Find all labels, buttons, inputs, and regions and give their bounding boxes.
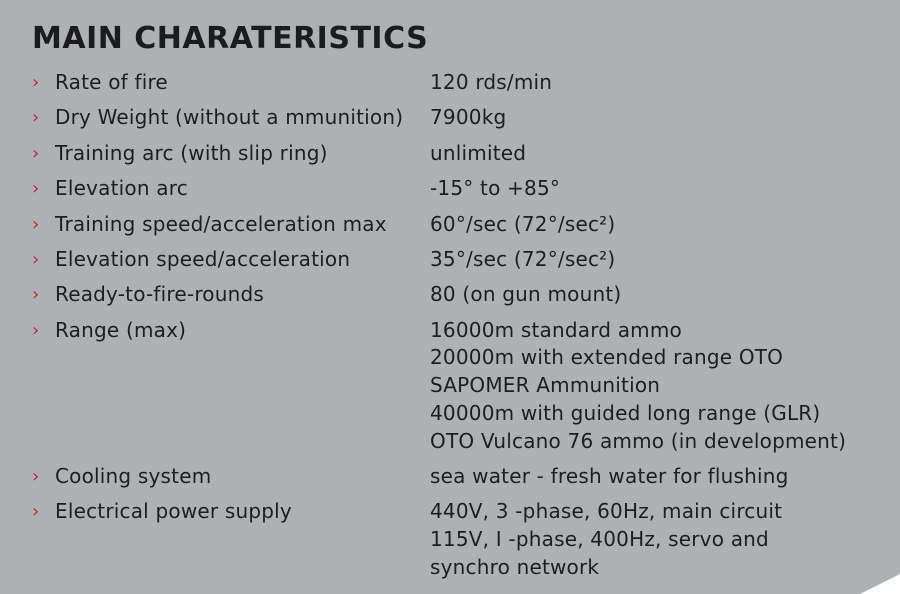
spec-value-line: SAPOMER Ammunition — [430, 373, 661, 398]
chevron-right-icon: › — [32, 107, 40, 129]
spec-value — [430, 175, 892, 203]
spec-value-line: sea water - fresh water for flushing — [430, 463, 789, 488]
spec-label: Ready-to-fire-rounds — [55, 282, 265, 307]
spec-value-line: OTO Vulcano 76 ammo (in development) — [430, 428, 847, 453]
spec-label: Range (max) — [55, 317, 187, 342]
spec-value — [430, 211, 892, 239]
spec-label: Training arc (with slip ring) — [55, 140, 328, 165]
spec-value — [430, 69, 892, 97]
spec-row — [32, 463, 892, 491]
spec-value-line: -15° to +85° — [430, 176, 561, 201]
spec-row — [32, 317, 892, 456]
spec-value-line: 120 rds/min — [430, 70, 553, 94]
spec-row — [32, 104, 892, 132]
spec-label: Electrical power supply — [55, 499, 292, 524]
chevron-right-icon: › — [32, 72, 40, 93]
spec-row — [32, 498, 892, 581]
spec-value — [430, 246, 892, 274]
chevron-right-icon: › — [32, 248, 40, 270]
spec-value — [430, 281, 892, 309]
chevron-right-icon: › — [32, 213, 40, 235]
chevron-right-icon: › — [32, 178, 40, 200]
spec-label: Elevation arc — [55, 176, 188, 201]
spec-label: Cooling system — [55, 463, 212, 488]
spec-value — [430, 104, 892, 132]
spec-value — [430, 498, 892, 581]
spec-row — [32, 140, 892, 168]
specifications-list — [32, 69, 892, 589]
spec-row — [32, 211, 892, 239]
spec-label: Dry Weight (without a mmunition) — [55, 105, 404, 130]
chevron-right-icon: › — [32, 319, 40, 341]
spec-value — [430, 140, 892, 168]
chevron-right-icon: › — [32, 501, 40, 523]
corner-decoration — [860, 574, 900, 594]
spec-value-line: 20000m with extended range OTO — [430, 345, 784, 370]
chevron-right-icon: › — [32, 284, 40, 306]
spec-label: Rate of fire — [55, 70, 168, 94]
spec-label: Training speed/acceleration max — [55, 211, 387, 236]
spec-value-line: 80 (on gun mount) — [430, 282, 622, 307]
spec-value-line: 7900kg — [430, 105, 507, 130]
spec-value-line: synchro network — [430, 554, 600, 579]
spec-row — [32, 246, 892, 274]
spec-value-line: 440V, 3 -phase, 60Hz, main circuit — [430, 499, 783, 524]
spec-value-line: 35°/sec (72°/sec²) — [430, 246, 616, 271]
chevron-right-icon: › — [32, 465, 40, 487]
chevron-right-icon: › — [32, 142, 40, 164]
spec-label: Elevation speed/acceleration — [55, 246, 351, 271]
spec-row — [32, 281, 892, 309]
page-title: MAIN CHARATERISTICS — [32, 21, 429, 56]
spec-value — [430, 317, 892, 456]
spec-row — [32, 69, 892, 97]
spec-row — [32, 175, 892, 203]
spec-value-line: 40000m with guided long range (GLR) — [430, 400, 821, 425]
spec-value-line: unlimited — [430, 140, 527, 165]
spec-value — [430, 463, 892, 491]
spec-value-line: 115V, I -phase, 400Hz, servo and — [430, 527, 769, 552]
spec-value-line: 60°/sec (72°/sec²) — [430, 211, 616, 236]
spec-value-line: 16000m standard ammo — [430, 317, 682, 342]
